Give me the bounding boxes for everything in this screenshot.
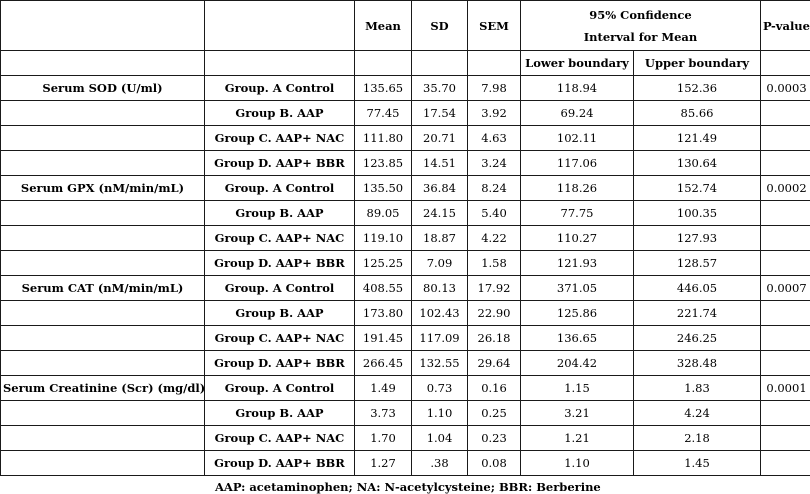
group-cell: Group B. AAP <box>205 301 355 326</box>
header-sd: SD <box>412 1 468 51</box>
pvalue-cell <box>761 451 810 476</box>
sd-cell: 36.84 <box>412 176 468 201</box>
subheader-empty-4 <box>412 51 468 76</box>
sem-cell: 7.98 <box>468 76 521 101</box>
parameter-cell <box>1 151 205 176</box>
lower-bound-cell: 118.26 <box>521 176 634 201</box>
group-cell: Group. A Control <box>205 276 355 301</box>
parameter-cell: Serum Creatinine (Scr) (mg/dl) <box>1 376 205 401</box>
group-cell: Group C. AAP+ NAC <box>205 226 355 251</box>
sem-cell: 26.18 <box>468 326 521 351</box>
upper-bound-cell: 121.49 <box>634 126 761 151</box>
pvalue-cell: 0.0001 <box>761 376 810 401</box>
pvalue-cell <box>761 201 810 226</box>
header-confidence-interval <box>521 1 761 51</box>
lower-bound-cell: 69.24 <box>521 101 634 126</box>
mean-cell: 119.10 <box>355 226 412 251</box>
header-sem: SEM <box>468 1 521 51</box>
upper-bound-cell: 446.05 <box>634 276 761 301</box>
sem-cell: 0.16 <box>468 376 521 401</box>
header-mean: Mean <box>355 1 412 51</box>
upper-bound-cell: 2.18 <box>634 426 761 451</box>
subheader-empty-5 <box>468 51 521 76</box>
sem-cell: 5.40 <box>468 201 521 226</box>
parameter-cell <box>1 351 205 376</box>
upper-bound-cell: 4.24 <box>634 401 761 426</box>
table-body <box>1 76 810 476</box>
mean-cell: 89.05 <box>355 201 412 226</box>
parameter-cell <box>1 251 205 276</box>
upper-bound-cell: 328.48 <box>634 351 761 376</box>
sd-cell: .38 <box>412 451 468 476</box>
table-row <box>1 176 810 201</box>
table-row <box>1 226 810 251</box>
parameter-cell: Serum CAT (nM/min/mL) <box>1 276 205 301</box>
header-upper-boundary: Upper boundary <box>634 51 761 76</box>
pvalue-cell: 0.0007 <box>761 276 810 301</box>
group-cell: Group B. AAP <box>205 101 355 126</box>
pvalue-cell: 0.0003 <box>761 76 810 101</box>
parameter-cell: Serum SOD (U/ml) <box>1 76 205 101</box>
group-cell: Group C. AAP+ NAC <box>205 326 355 351</box>
lower-bound-cell: 118.94 <box>521 76 634 101</box>
header-row <box>1 1 810 51</box>
subheader-row <box>1 51 810 76</box>
upper-bound-cell: 127.93 <box>634 226 761 251</box>
parameter-cell <box>1 326 205 351</box>
sd-cell: 14.51 <box>412 151 468 176</box>
table-row <box>1 426 810 451</box>
upper-bound-cell: 221.74 <box>634 301 761 326</box>
table-row <box>1 101 810 126</box>
mean-cell: 77.45 <box>355 101 412 126</box>
sem-cell: 0.25 <box>468 401 521 426</box>
parameter-cell <box>1 201 205 226</box>
ci-line-2: Interval for Mean <box>523 26 758 48</box>
header-pvalue: P-value <box>761 1 810 51</box>
group-cell: Group. A Control <box>205 76 355 101</box>
parameter-cell <box>1 426 205 451</box>
lower-bound-cell: 371.05 <box>521 276 634 301</box>
upper-bound-cell: 130.64 <box>634 151 761 176</box>
sem-cell: 1.58 <box>468 251 521 276</box>
pvalue-cell: 0.0002 <box>761 176 810 201</box>
parameter-cell <box>1 226 205 251</box>
sd-cell: 102.43 <box>412 301 468 326</box>
upper-bound-cell: 152.36 <box>634 76 761 101</box>
mean-cell: 123.85 <box>355 151 412 176</box>
lower-bound-cell: 1.21 <box>521 426 634 451</box>
mean-cell: 135.65 <box>355 76 412 101</box>
table-row <box>1 401 810 426</box>
pvalue-cell <box>761 226 810 251</box>
sem-cell: 17.92 <box>468 276 521 301</box>
lower-bound-cell: 102.11 <box>521 126 634 151</box>
table-row <box>1 376 810 401</box>
sd-cell: 17.54 <box>412 101 468 126</box>
table-row <box>1 276 810 301</box>
sd-cell: 0.73 <box>412 376 468 401</box>
mean-cell: 1.27 <box>355 451 412 476</box>
table-row <box>1 301 810 326</box>
sem-cell: 4.22 <box>468 226 521 251</box>
parameter-cell <box>1 301 205 326</box>
table-row <box>1 201 810 226</box>
subheader-empty-2 <box>205 51 355 76</box>
sd-cell: 24.15 <box>412 201 468 226</box>
sem-cell: 0.23 <box>468 426 521 451</box>
table-row <box>1 126 810 151</box>
sd-cell: 132.55 <box>412 351 468 376</box>
subheader-empty-1 <box>1 51 205 76</box>
upper-bound-cell: 152.74 <box>634 176 761 201</box>
mean-cell: 266.45 <box>355 351 412 376</box>
lower-bound-cell: 204.42 <box>521 351 634 376</box>
group-cell: Group D. AAP+ BBR <box>205 151 355 176</box>
pvalue-cell <box>761 426 810 451</box>
sem-cell: 3.24 <box>468 151 521 176</box>
sd-cell: 80.13 <box>412 276 468 301</box>
group-cell: Group B. AAP <box>205 401 355 426</box>
lower-bound-cell: 117.06 <box>521 151 634 176</box>
group-cell: Group C. AAP+ NAC <box>205 126 355 151</box>
group-cell: Group. A Control <box>205 376 355 401</box>
parameter-cell <box>1 451 205 476</box>
mean-cell: 135.50 <box>355 176 412 201</box>
pvalue-cell <box>761 301 810 326</box>
lower-bound-cell: 77.75 <box>521 201 634 226</box>
group-cell: Group C. AAP+ NAC <box>205 426 355 451</box>
mean-cell: 111.80 <box>355 126 412 151</box>
mean-cell: 408.55 <box>355 276 412 301</box>
header-group <box>205 1 355 51</box>
upper-bound-cell: 246.25 <box>634 326 761 351</box>
pvalue-cell <box>761 101 810 126</box>
lower-bound-cell: 1.10 <box>521 451 634 476</box>
parameter-cell: Serum GPX (nM/min/mL) <box>1 176 205 201</box>
group-cell: Group D. AAP+ BBR <box>205 451 355 476</box>
upper-bound-cell: 85.66 <box>634 101 761 126</box>
sem-cell: 29.64 <box>468 351 521 376</box>
lower-bound-cell: 136.65 <box>521 326 634 351</box>
mean-cell: 1.70 <box>355 426 412 451</box>
sd-cell: 7.09 <box>412 251 468 276</box>
lower-bound-cell: 110.27 <box>521 226 634 251</box>
sem-cell: 3.92 <box>468 101 521 126</box>
parameter-cell <box>1 101 205 126</box>
subheader-empty-8 <box>761 51 810 76</box>
table-row <box>1 151 810 176</box>
upper-bound-cell: 1.45 <box>634 451 761 476</box>
ci-line-1: 95% Confidence <box>523 4 758 26</box>
header-parameter <box>1 1 205 51</box>
sd-cell: 1.10 <box>412 401 468 426</box>
header-lower-boundary: Lower boundary <box>521 51 634 76</box>
upper-bound-cell: 1.83 <box>634 376 761 401</box>
sd-cell: 20.71 <box>412 126 468 151</box>
sem-cell: 4.63 <box>468 126 521 151</box>
parameter-cell <box>1 126 205 151</box>
sd-cell: 1.04 <box>412 426 468 451</box>
pvalue-cell <box>761 401 810 426</box>
lower-bound-cell: 3.21 <box>521 401 634 426</box>
pvalue-cell <box>761 151 810 176</box>
pvalue-cell <box>761 126 810 151</box>
pvalue-cell <box>761 351 810 376</box>
group-cell: Group D. AAP+ BBR <box>205 251 355 276</box>
mean-cell: 3.73 <box>355 401 412 426</box>
table-row <box>1 76 810 101</box>
pvalue-cell <box>761 251 810 276</box>
table-row <box>1 326 810 351</box>
lower-bound-cell: 1.15 <box>521 376 634 401</box>
group-cell: Group. A Control <box>205 176 355 201</box>
sd-cell: 18.87 <box>412 226 468 251</box>
sem-cell: 8.24 <box>468 176 521 201</box>
sd-cell: 35.70 <box>412 76 468 101</box>
table-row <box>1 251 810 276</box>
subheader-empty-3 <box>355 51 412 76</box>
mean-cell: 1.49 <box>355 376 412 401</box>
lower-bound-cell: 121.93 <box>521 251 634 276</box>
lower-bound-cell: 125.86 <box>521 301 634 326</box>
group-cell: Group B. AAP <box>205 201 355 226</box>
table-row <box>1 351 810 376</box>
sem-cell: 0.08 <box>468 451 521 476</box>
table-row <box>1 451 810 476</box>
mean-cell: 125.25 <box>355 251 412 276</box>
upper-bound-cell: 100.35 <box>634 201 761 226</box>
table-footnote: AAP: acetaminophen; NA: N-acetylcysteine; BBR: Berberine <box>215 480 601 494</box>
parameter-cell <box>1 401 205 426</box>
mean-cell: 191.45 <box>355 326 412 351</box>
sem-cell: 22.90 <box>468 301 521 326</box>
pvalue-cell <box>761 326 810 351</box>
sd-cell: 117.09 <box>412 326 468 351</box>
upper-bound-cell: 128.57 <box>634 251 761 276</box>
mean-cell: 173.80 <box>355 301 412 326</box>
group-cell: Group D. AAP+ BBR <box>205 351 355 376</box>
